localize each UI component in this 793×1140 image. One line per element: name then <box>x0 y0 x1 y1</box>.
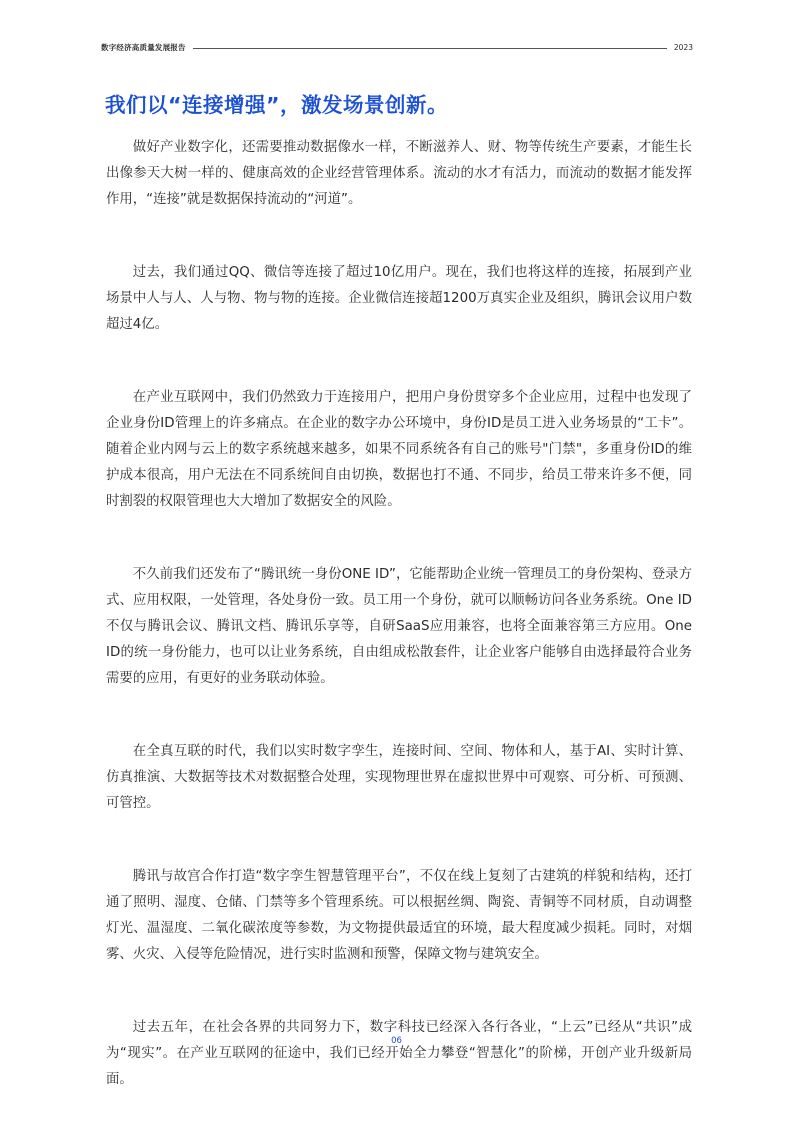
paragraph: 腾讯与故宫合作打造“数字孪生智慧管理平台”，不仅在线上复刻了古建筑的样貌和结构，还打通了照明、湿度、仓储、门禁等多个管理系统。可以根据丝绸、陶瓷、青铜等不同材质，自动调整灯光、温湿度、二氧化碳浓度等参数，为文物提供最适宜的环境，最大程度减少损耗。同时，对烟雾、火灾、入侵等危险情况，进行实时监测和预警，保障文物与建筑安全。 <box>106 869 692 962</box>
header-divider <box>193 48 667 49</box>
running-header <box>101 40 693 54</box>
page-number: 06 <box>391 1036 402 1046</box>
paragraph: 做好产业数字化，还需要推动数据像水一样，不断滋养人、财、物等传统生产要素，才能生长出像参天大树一样的、健康高效的企业经营管理体系。流动的水才有活力，而流动的数据才能发挥作用，“连接”就是数据保持流动的“河道”。 <box>106 140 692 207</box>
report-year: 2023 <box>673 42 693 52</box>
paragraph: 在产业互联网中，我们仍然致力于连接用户，把用户身份贯穿多个企业应用，过程中也发现了企业身份ID管理上的许多痛点。在企业的数字办公环境中，身份ID是员工进入业务场景的“工卡”。随着企业内网与云上的数字系统越来越多，如果不同系统各有自己的账号"门禁"，多重身份ID的维护成本很高，用户无法在不同系统间自由切换，数据也打不通、不同步，给员工带来许多不便，同时割裂的权限管理也大大增加了数据安全的风险。 <box>106 390 692 509</box>
paragraph: 过去五年，在社会各界的共同努力下，数字科技已经深入各行各业，“上云”已经从“共识”成为“现实”。在产业互联网的征途中，我们已经开始全力攀登“智慧化”的阶梯，开创产业升级新局面。 <box>106 1020 692 1087</box>
paragraph: 不久前我们还发布了“腾讯统一身份ONE ID”，它能帮助企业统一管理员工的身份架构、登录方式、应用权限，一处管理，各处身份一致。员工用一个身份，就可以顺畅访问各业务系统。One ID不仅与腾讯会议、腾讯文档、腾讯乐享等，自研SaaS应用兼容，也将全面兼容第三方应用。One ID的统一身份能力，也可以让业务系统，自由组成松散套件，让企业客户能够自由选择最符合业务需要的应用，有更好的业务联动体验。 <box>106 567 692 686</box>
paragraph: 在全真互联的时代，我们以实时数字孪生，连接时间、空间、物体和人，基于AI、实时计算、仿真推演、大数据等技术对数据整合处理，实现物理世界在虚拟世界中可观察、可分析、可预测、可管控。 <box>106 744 692 811</box>
article-body <box>106 135 692 1140</box>
paragraph: 过去，我们通过QQ、微信等连接了超过10亿用户。现在，我们也将这样的连接，拓展到产业场景中人与人、人与物、物与物的连接。企业微信连接超1200万真实企业及组织，腾讯会议用户数超过4亿。 <box>106 265 692 332</box>
section-heading: 我们以“连接增强”，激发场景创新。 <box>105 93 448 117</box>
report-title: 数字经济高质量发展报告 <box>101 42 186 52</box>
